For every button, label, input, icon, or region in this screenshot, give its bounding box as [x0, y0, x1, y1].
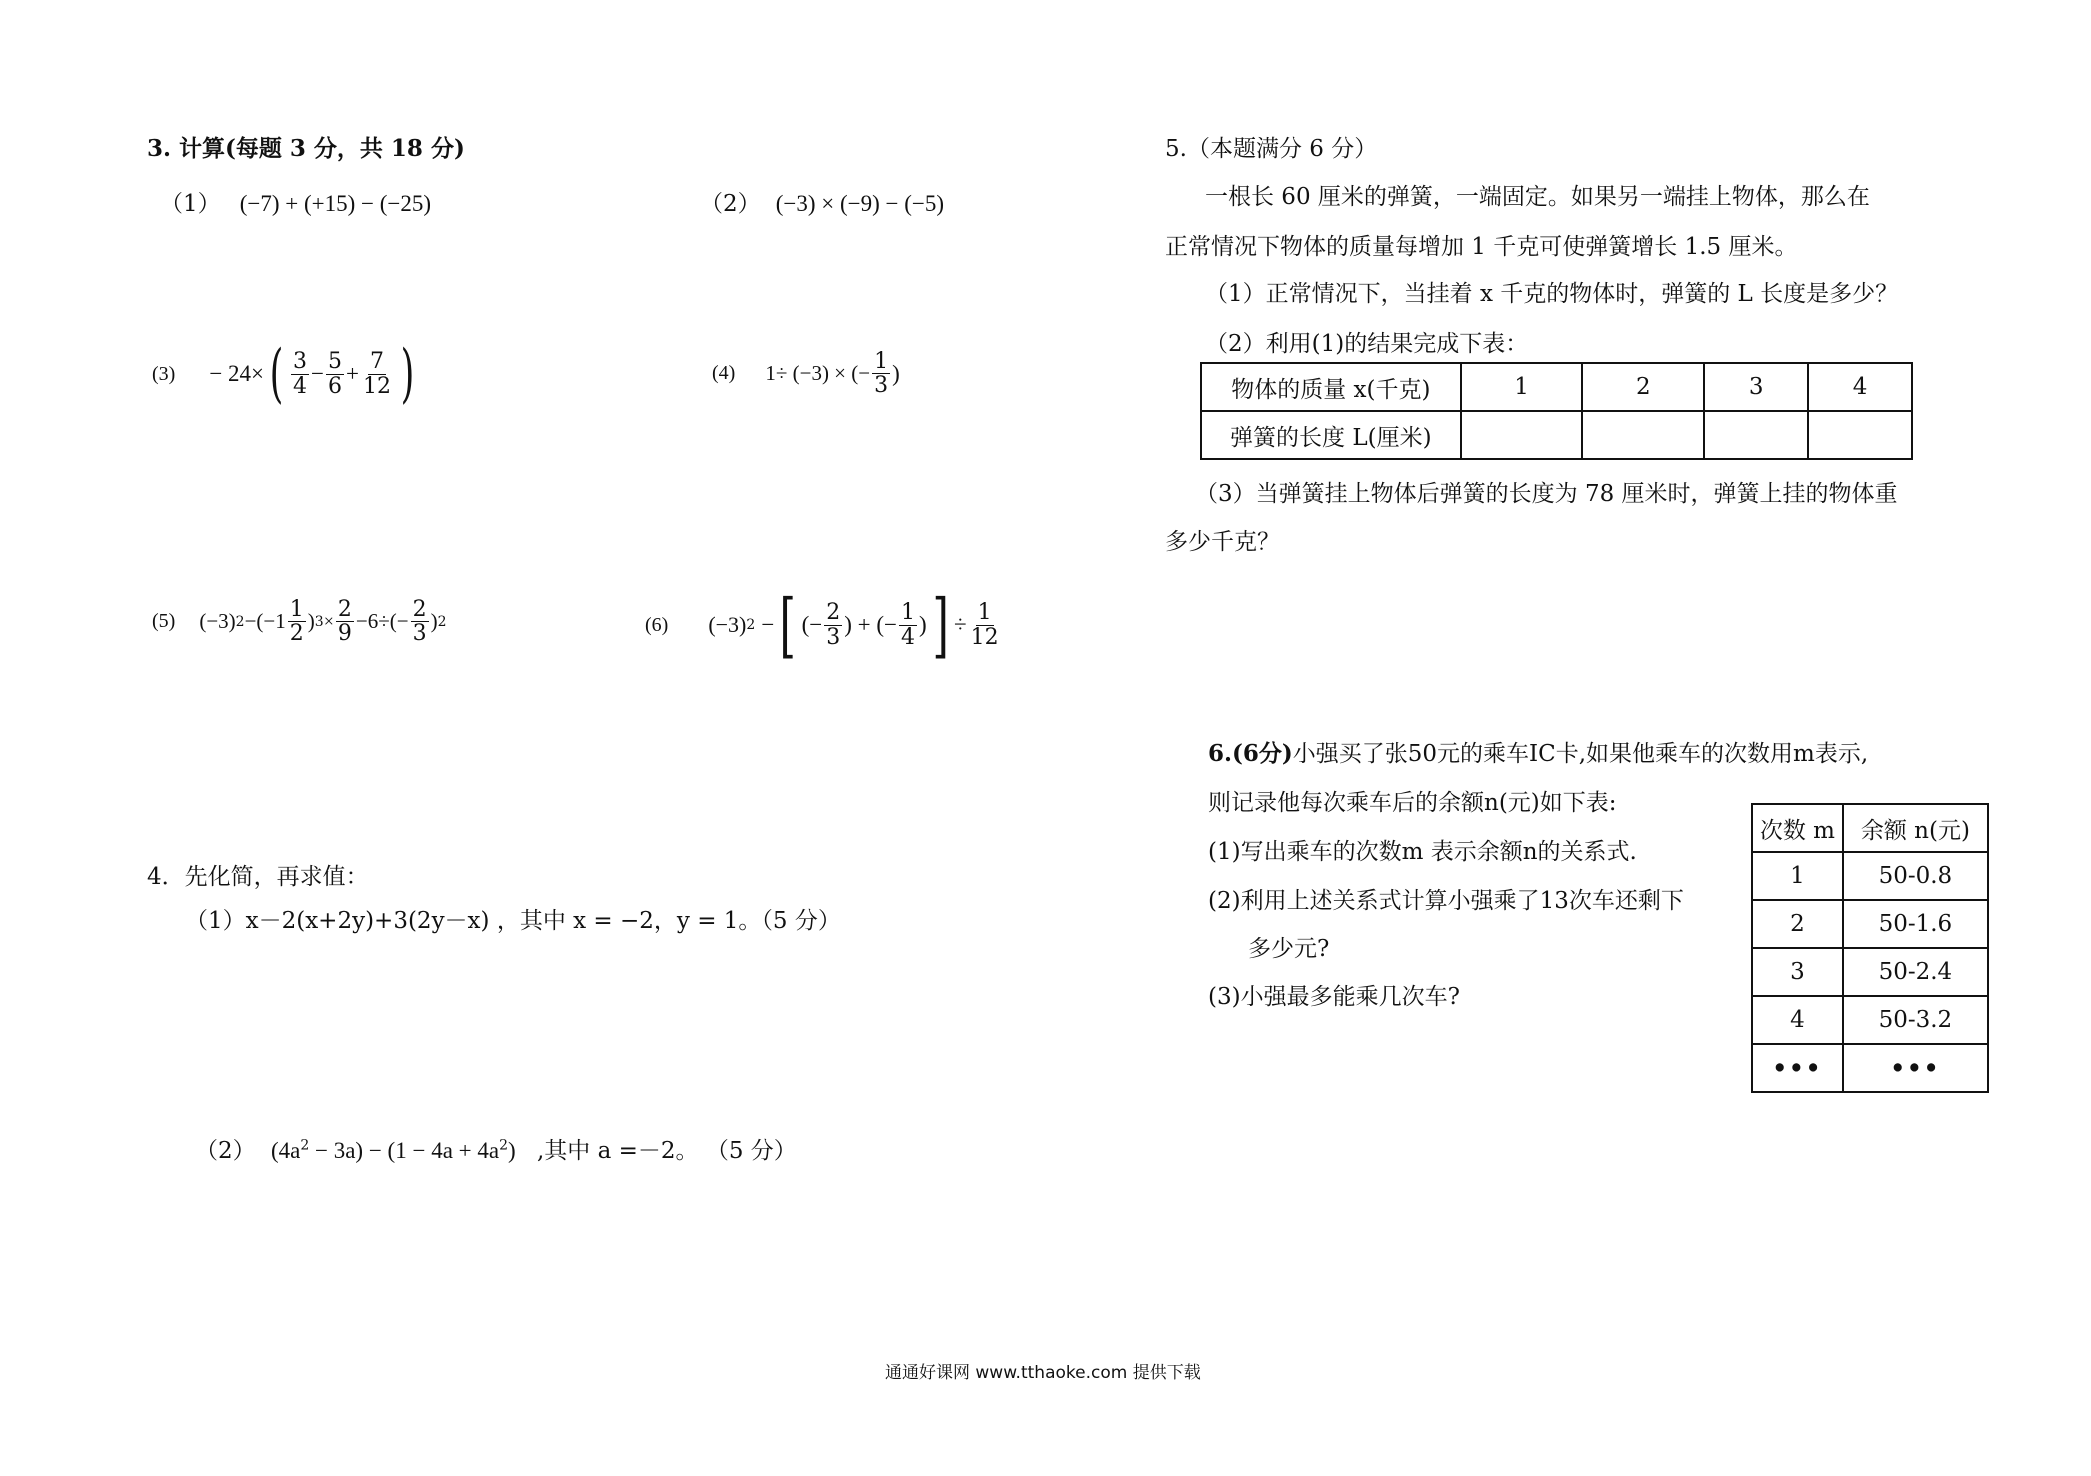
table-cell: •••	[1752, 1044, 1843, 1092]
q4-problem-2	[195, 1132, 797, 1165]
table-row	[1752, 996, 1988, 1044]
q6-sub-2-line-1: (2)利用上述关系式计算小强乘了13次车还剩下	[1208, 888, 1684, 914]
table-row	[1752, 804, 1988, 852]
problem-label: （2）	[195, 1138, 256, 1164]
table-cell: 1	[1461, 363, 1583, 411]
exponent: 2	[300, 1137, 310, 1154]
table-cell: 50-1.6	[1843, 900, 1988, 948]
q3-problem-6	[645, 584, 1003, 666]
q6-line-2: 则记录他每次乘车后的余额n(元)如下表:	[1208, 790, 1617, 816]
expression-tail: )	[892, 360, 900, 386]
exponent: 2	[437, 613, 447, 630]
table-cell: 2	[1582, 363, 1704, 411]
table-row	[1752, 948, 1988, 996]
q5-line-2: 正常情况下物体的质量每增加 1 千克可使弹簧增长 1.5 厘米。	[1165, 234, 1798, 260]
expression-part: )	[919, 612, 927, 637]
table-cell: 3	[1752, 948, 1843, 996]
q3-problem-5: (5) (−3) 2 −(−1 $\frac{1}{2}$ ) 3 × $\frac{2}{9}$ −6÷(− $\frac{2}{3}$ ) 2	[152, 597, 447, 647]
operator: ×	[323, 611, 334, 632]
problem-label: （1）	[160, 191, 221, 217]
left-bracket: [	[779, 584, 797, 666]
q3-problem-2	[700, 185, 944, 218]
expression-part: −6÷(−	[355, 609, 409, 634]
table-header-cell: 弹簧的长度 L(厘米)	[1201, 411, 1461, 459]
problem-label: (6)	[645, 613, 669, 636]
expression-part: (−3)	[199, 609, 236, 634]
fraction: $\frac{1}{2}$	[289, 597, 304, 647]
problem-label: (4)	[712, 362, 736, 385]
q5-sub-3-line-1: （3）当弹簧挂上物体后弹簧的长度为 78 厘米时，弹簧上挂的物体重	[1195, 481, 1898, 507]
q3-heading: 3. 计算(每题 3 分，共 18 分)	[147, 135, 465, 162]
expression-part: −(−1	[244, 609, 286, 634]
table-cell: 3	[1704, 363, 1808, 411]
problem-label: （2）	[700, 191, 761, 217]
q6-heading: 6.(6分)	[1208, 740, 1293, 767]
q5-heading: 5.（本题满分 6 分）	[1165, 136, 1378, 162]
table-cell: 50-0.8	[1843, 852, 1988, 900]
table-row	[1752, 852, 1988, 900]
operator: −	[761, 612, 775, 637]
q6-sub-3: (3)小强最多能乘几次车?	[1208, 984, 1460, 1010]
problem-label: (3)	[152, 362, 176, 385]
expression-lead: 1÷ (−3) × (−	[765, 361, 871, 386]
q3-problem-1	[160, 185, 431, 218]
fraction: $\frac{2}{3}$	[826, 600, 841, 650]
q5-sub-2: （2）利用(1)的结果完成下表：	[1205, 331, 1529, 357]
q6-sub-1: (1)写出乘车的次数m 表示余额n的关系式.	[1208, 839, 1637, 865]
q3-problem-3	[152, 337, 420, 411]
fraction: $\frac{1}{12}$	[970, 600, 999, 650]
table-cell	[1808, 411, 1912, 459]
fraction: $\frac{2}{9}$	[337, 597, 352, 647]
table-cell: 50-2.4	[1843, 948, 1988, 996]
expression-part: − 3a) − (1 − 4a + 4a	[309, 1138, 500, 1163]
table-cell: 4	[1808, 363, 1912, 411]
table-row	[1752, 1044, 1988, 1092]
table-header-cell: 余额 n(元)	[1843, 804, 1988, 852]
expression-part: ) + (−	[844, 612, 898, 637]
condition: ,其中 a =－2。 （5 分）	[537, 1138, 797, 1164]
operator: ÷	[954, 612, 967, 637]
table-cell: •••	[1843, 1044, 1988, 1092]
q5-sub-1: （1）正常情况下，当挂着 x 千克的物体时，弹簧的 L 长度是多少？	[1205, 281, 1899, 307]
expression: (−7) + (+15) − (−25)	[239, 191, 432, 216]
fraction: $\frac{7}{12}$	[362, 349, 391, 399]
operator: −	[311, 361, 324, 386]
expression: (−3) × (−9) − (−5)	[775, 191, 945, 216]
fraction: $\frac{1}{4}$	[901, 600, 916, 650]
operator: +	[345, 361, 359, 386]
expression-part: (−	[801, 612, 823, 637]
q6-sub-2-line-2: 多少元?	[1248, 936, 1330, 962]
expression-part: )	[508, 1138, 516, 1163]
q5-sub-3-line-2: 多少千克？	[1165, 529, 1280, 555]
q3-problem-4	[712, 350, 900, 397]
q6-line-1: 小强买了张50元的乘车IC卡,如果他乘车的次数用m表示,	[1292, 741, 1869, 767]
footer-text: 通通好课网 www.tthaoke.com 提供下载	[885, 1363, 1201, 1383]
table-row	[1201, 411, 1912, 459]
problem-label: (5)	[152, 610, 176, 633]
exponent: 2	[499, 1137, 509, 1154]
left-paren: (	[269, 337, 284, 411]
table-cell	[1582, 411, 1704, 459]
fraction: $\frac{3}{4}$	[293, 349, 307, 399]
table-row	[1201, 363, 1912, 411]
table-cell: 50-3.2	[1843, 996, 1988, 1044]
q5-table	[1200, 362, 1913, 460]
right-bracket: ]	[932, 584, 949, 666]
exponent: 3	[314, 613, 324, 630]
q5-line-1: 一根长 60 厘米的弹簧，一端固定。如果另一端挂上物体，那么在	[1205, 184, 1870, 210]
table-cell: 2	[1752, 900, 1843, 948]
table-cell: 4	[1752, 996, 1843, 1044]
exponent: 2	[746, 617, 756, 633]
right-paren: )	[400, 337, 415, 411]
table-row	[1752, 900, 1988, 948]
expression-lead: − 24×	[209, 361, 265, 386]
expression-part: (−3)	[708, 612, 747, 637]
table-header-cell: 物体的质量 x(千克)	[1201, 363, 1461, 411]
q4-heading: 4．先化简，再求值：	[147, 864, 369, 890]
fraction: $\frac{1}{3}$	[874, 349, 889, 399]
table-cell: 1	[1752, 852, 1843, 900]
fraction: $\frac{2}{3}$	[412, 597, 427, 647]
table-cell	[1461, 411, 1583, 459]
fraction: $\frac{5}{6}$	[327, 349, 342, 399]
exponent: 2	[235, 613, 245, 630]
q4-problem-1: （1）x－2(x+2y)+3(2y－x) ，其中 x = −2，y = 1。（5 分）	[185, 908, 841, 934]
q6-table	[1751, 803, 1989, 1093]
expression-part: (4a	[270, 1138, 301, 1163]
q6-intro	[1208, 735, 1868, 768]
table-cell	[1704, 411, 1808, 459]
table-header-cell: 次数 m	[1752, 804, 1843, 852]
